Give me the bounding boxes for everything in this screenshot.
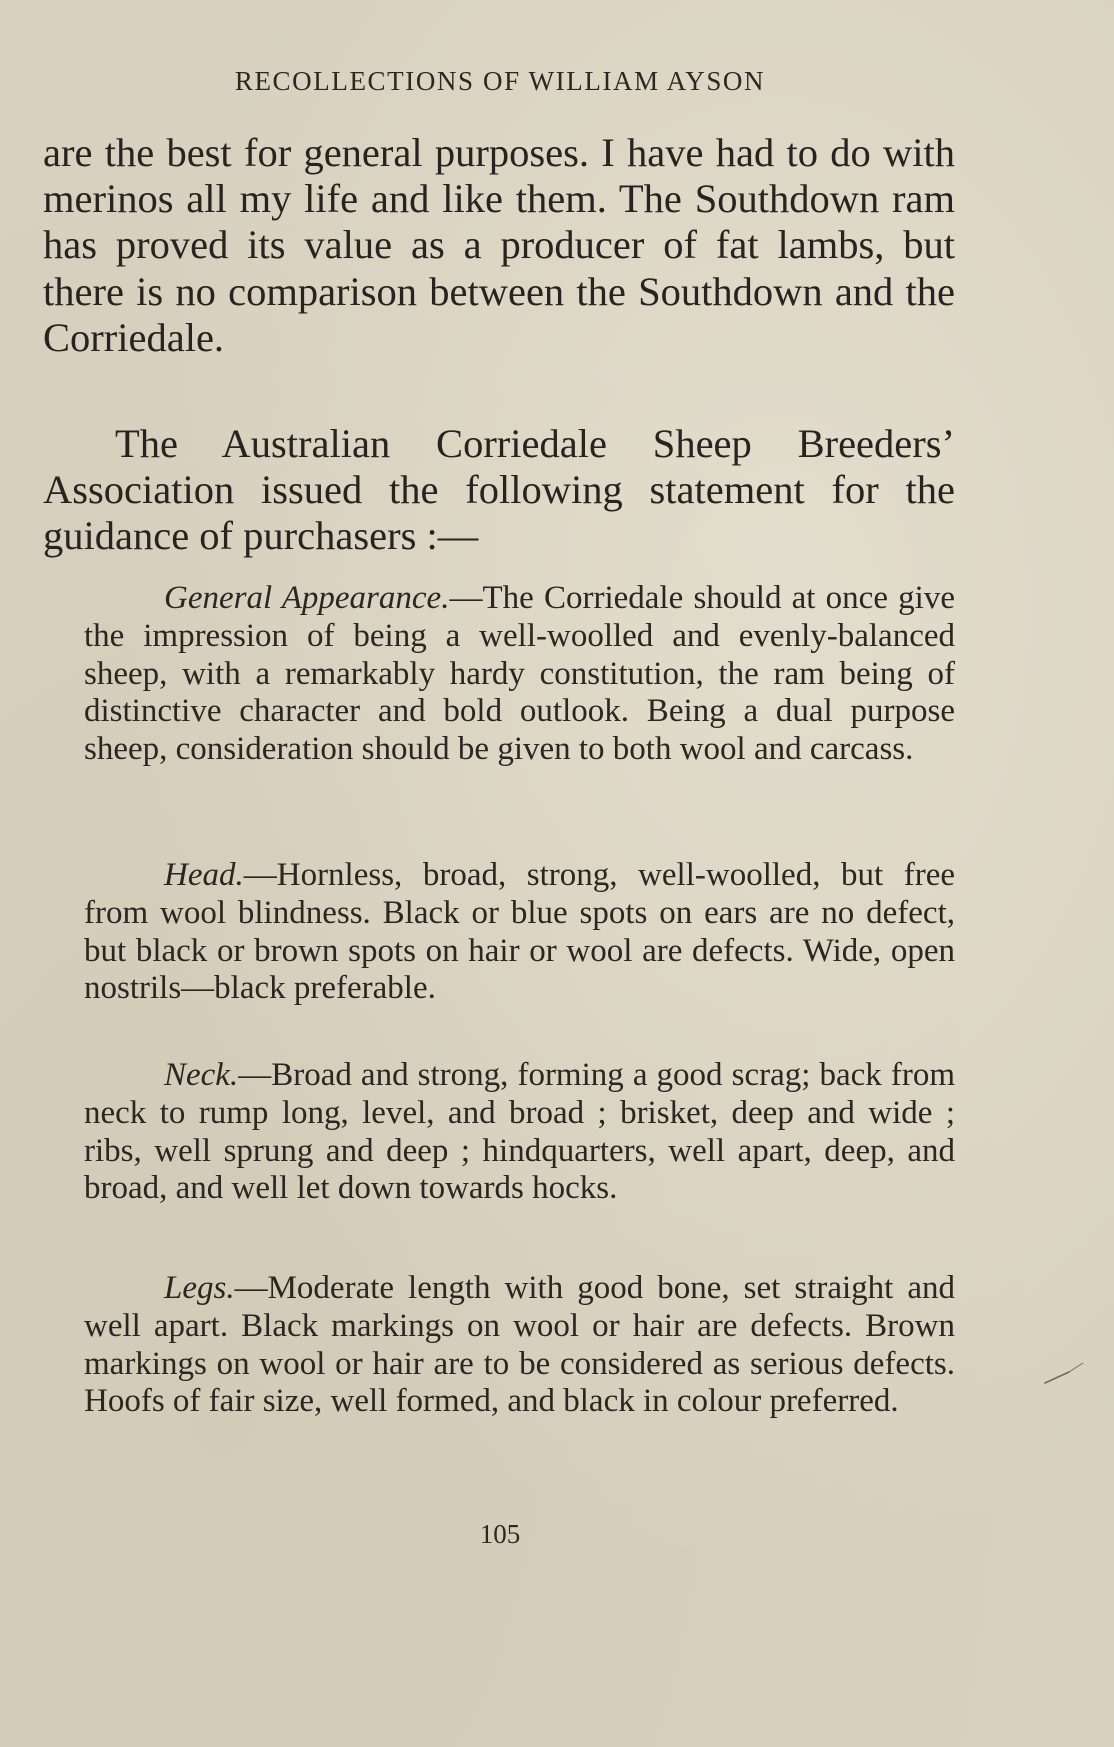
standard-heading: Neck. (164, 1057, 239, 1093)
standard-text: —The Corriedale should at once give the impression of being a well-woolled and evenly-balanced sheep, with a remarkably hardy constitution, the ram being of distinctive character and bold outlook. Being a dual purpose sheep, consideration should be given to both wool and carcass. (84, 580, 956, 768)
standard-head (84, 857, 955, 1008)
pencil-mark-icon (1043, 1361, 1085, 1387)
standard-heading: General Appearance. (164, 580, 450, 616)
standard-neck (84, 1057, 955, 1208)
standard-legs (84, 1270, 955, 1421)
standard-text: —Broad and strong, forming a good scrag; back from neck to rump long, level, and broad ; brisket, deep and wide ; ribs, well sprung and deep ; hindquarters, well apart, deep, and broad, and well let down towards hocks. (84, 1057, 955, 1207)
body-paragraph-2: The Australian Corriedale Sheep Breeders’ Association issued the following statement for the guidance of purchasers :— (43, 421, 955, 559)
standard-heading: Head. (164, 857, 244, 893)
standard-text: —Moderate length with good bone, set straight and well apart. Black markings on wool or hair are defects. Brown markings on wool or hair are to be considered as serious defects. Hoofs of fair size, well formed, and black in colour preferred. (84, 1270, 955, 1420)
standard-heading: Legs. (164, 1270, 235, 1306)
running-head: RECOLLECTIONS OF WILLIAM AYSON (234, 66, 766, 96)
standard-general-appearance (84, 580, 955, 769)
body-paragraph-1: are the best for general purposes. I have had to do with merinos all my life and like them. The Southdown ram has proved its value as a producer of fat lambs, but there is no comparison between the Southdown and the Corriedale. (43, 130, 955, 360)
page-number: 105 (479, 1519, 521, 1549)
standard-text: —Hornless, broad, strong, well-woolled, but free from wool blindness. Black or blue spots on ears are no defect, but black or brown spots on hair or wool are defects. Wide, open nostrils—black preferable. (84, 857, 955, 1007)
